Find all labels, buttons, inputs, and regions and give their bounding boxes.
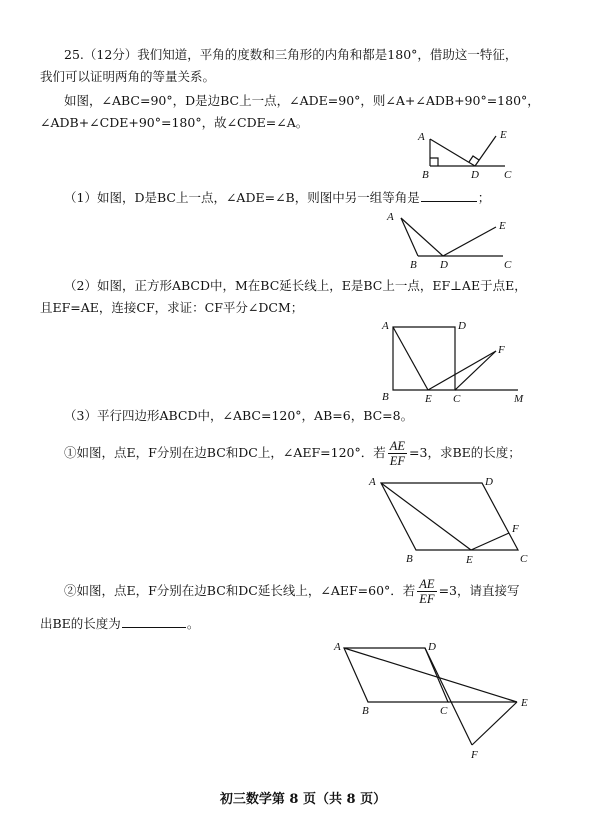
fig2-label-d: D <box>440 259 448 271</box>
fig4-label-c: C <box>520 553 528 565</box>
question-3-2-end-2: 。 <box>186 616 200 631</box>
question-1-end: ； <box>477 190 491 205</box>
fraction-numerator-2: AE <box>419 577 435 591</box>
fraction-numerator: AE <box>389 439 406 453</box>
fig5-label-f: F <box>471 749 478 761</box>
question-2-line-2: 且EF=AE，连接CF，求证：CF平分∠DCM； <box>40 300 304 315</box>
fig5-label-a: A <box>334 641 341 653</box>
fig5-segment-ae <box>344 648 517 702</box>
question-3: （3）平行四边形ABCD中，∠ABC=120°，AB=6，BC=8。 <box>64 408 414 423</box>
question-1-text: （1）如图，D是BC上一点，∠ADE=∠B，则图中另一组等角是 <box>64 190 420 205</box>
problem-header: 25.（12分）我们知道，平角的度数和三角形的内角和都是180°，借助这一特征， <box>64 47 518 62</box>
fig5-label-d: D <box>428 641 436 653</box>
fig5-label-b: B <box>362 705 369 717</box>
fig3-label-a: A <box>382 320 389 332</box>
fig3-label-m: M <box>514 393 524 405</box>
page-footer: 初三数学第 8 页（共 8 页） <box>219 792 387 807</box>
fraction-denominator-2: EF <box>419 592 435 606</box>
question-3-2-end: =3，请直接写 <box>438 583 520 598</box>
fig4-label-d: D <box>485 476 493 488</box>
question-2-line-1: （2）如图，正方形ABCD中，M在BC延长线上，E是BC上一点，EF⊥AE于点E， <box>64 278 527 293</box>
intro-line-2: ∠ADB+∠CDE+90°=180°，故∠CDE=∠A。 <box>40 115 309 130</box>
question-3-1-end: =3，求BE的长度； <box>409 445 521 460</box>
fig1-label-a: A <box>418 131 425 143</box>
fig3-label-f: F <box>498 344 505 356</box>
fig4-label-a: A <box>369 476 376 488</box>
fraction-denominator: EF <box>389 454 406 468</box>
fig2-label-c: C <box>504 259 512 271</box>
fig3-label-b: B <box>382 391 389 403</box>
fig2-label-a: A <box>387 211 394 223</box>
question-3-1-text: ①如图，点E，F分别在边BC和DC上，∠AEF=120°．若 <box>64 445 386 460</box>
fig4-label-b: B <box>406 553 413 565</box>
question-3-2-text: ②如图，点E，F分别在边BC和DC延长线上，∠AEF=60°．若 <box>64 583 416 598</box>
question-3-2-text-2: 出BE的长度为 <box>40 616 121 631</box>
fig5-segment-df <box>425 648 472 745</box>
fig2-label-e: E <box>499 220 506 232</box>
fig5-segment-ef <box>472 702 517 745</box>
fig3-label-d: D <box>458 320 466 332</box>
fig1-label-c: C <box>504 169 512 181</box>
fig2-label-b: B <box>410 259 417 271</box>
fig3-label-c: C <box>453 393 461 405</box>
intro-line-1: 如图，∠ABC=90°，D是边BC上一点，∠ADE=90°，则∠A+∠ADB+90°=180°， <box>64 93 540 108</box>
fig5-label-c: C <box>440 705 448 717</box>
fig3-label-e: E <box>425 393 432 405</box>
fig4-label-f: F <box>512 523 519 535</box>
fig4-label-e: E <box>466 554 473 566</box>
problem-header-2: 我们可以证明两角的等量关系。 <box>40 69 216 84</box>
fig1-label-d: D <box>471 169 479 181</box>
fig1-label-b: B <box>422 169 429 181</box>
fig1-label-e: E <box>500 129 507 141</box>
fig5-label-e: E <box>521 697 528 709</box>
